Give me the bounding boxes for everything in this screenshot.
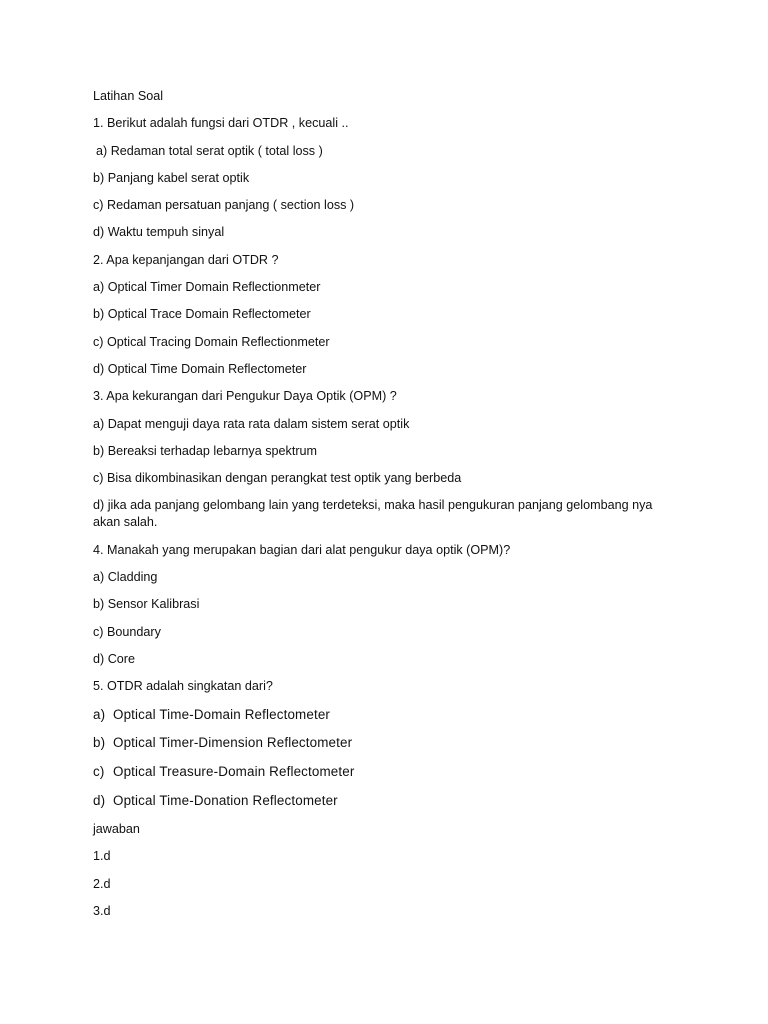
answer-2: 2.d bbox=[93, 876, 111, 891]
question-4: 4. Manakah yang merupakan bagian dari alat pengukur daya optik (OPM)? bbox=[93, 542, 511, 557]
question-1-option-a: a) Redaman total serat optik ( total loss ) bbox=[96, 143, 323, 158]
question-2: 2. Apa kepanjangan dari OTDR ? bbox=[93, 252, 279, 267]
option-letter: d) bbox=[93, 793, 106, 809]
question-2-option-b: b) Optical Trace Domain Reflectometer bbox=[93, 307, 311, 322]
question-2-option-d: d) Optical Time Domain Reflectometer bbox=[93, 361, 307, 376]
question-5: 5. OTDR adalah singkatan dari? bbox=[93, 679, 273, 694]
question-4-option-c: c) Boundary bbox=[93, 624, 161, 639]
question-5-option-d bbox=[93, 792, 683, 809]
question-3: 3. Apa kekurangan dari Pengukur Daya Optik (OPM) ? bbox=[93, 389, 397, 404]
question-1-option-b: b) Panjang kabel serat optik bbox=[93, 170, 250, 185]
question-1-option-d: d) Waktu tempuh sinyal bbox=[93, 225, 225, 240]
answers-label: jawaban bbox=[93, 822, 140, 837]
option-text: Optical Time-Donation Reflectometer bbox=[113, 793, 338, 809]
question-4-option-d: d) Core bbox=[93, 651, 135, 666]
question-5-option-c bbox=[93, 763, 683, 780]
question-4-option-b: b) Sensor Kalibrasi bbox=[93, 597, 200, 612]
question-4-option-a: a) Cladding bbox=[93, 570, 158, 585]
option-letter: b) bbox=[93, 735, 106, 751]
answer-3: 3.d bbox=[93, 903, 111, 918]
question-3-option-c: c) Bisa dikombinasikan dengan perangkat test optik yang berbeda bbox=[93, 471, 462, 486]
option-letter: a) bbox=[93, 706, 106, 722]
option-text: Optical Treasure-Domain Reflectometer bbox=[113, 764, 355, 780]
question-2-option-a: a) Optical Timer Domain Reflectionmeter bbox=[93, 280, 321, 295]
question-5-option-a bbox=[93, 706, 683, 723]
document-title: Latihan Soal bbox=[93, 89, 164, 103]
question-2-option-c: c) Optical Tracing Domain Reflectionmeter bbox=[93, 334, 330, 349]
question-3-option-d: d) jika ada panjang gelombang lain yang terdeteksi, maka hasil pengukuran panjang gelombang nya akan salah. bbox=[93, 498, 653, 530]
question-1-option-c: c) Redaman persatuan panjang ( section loss ) bbox=[93, 198, 355, 213]
document-content bbox=[93, 88, 683, 930]
option-letter: c) bbox=[93, 764, 105, 780]
question-1: 1. Berikut adalah fungsi dari OTDR , kecuali .. bbox=[93, 116, 349, 131]
option-text: Optical Time-Domain Reflectometer bbox=[113, 706, 331, 722]
question-3-option-a: a) Dapat menguji daya rata rata dalam sistem serat optik bbox=[93, 416, 410, 431]
question-3-option-b: b) Bereaksi terhadap lebarnya spektrum bbox=[93, 443, 318, 458]
answer-1: 1.d bbox=[93, 849, 111, 864]
question-5-option-b bbox=[93, 734, 683, 751]
option-text: Optical Timer-Dimension Reflectometer bbox=[113, 735, 353, 751]
